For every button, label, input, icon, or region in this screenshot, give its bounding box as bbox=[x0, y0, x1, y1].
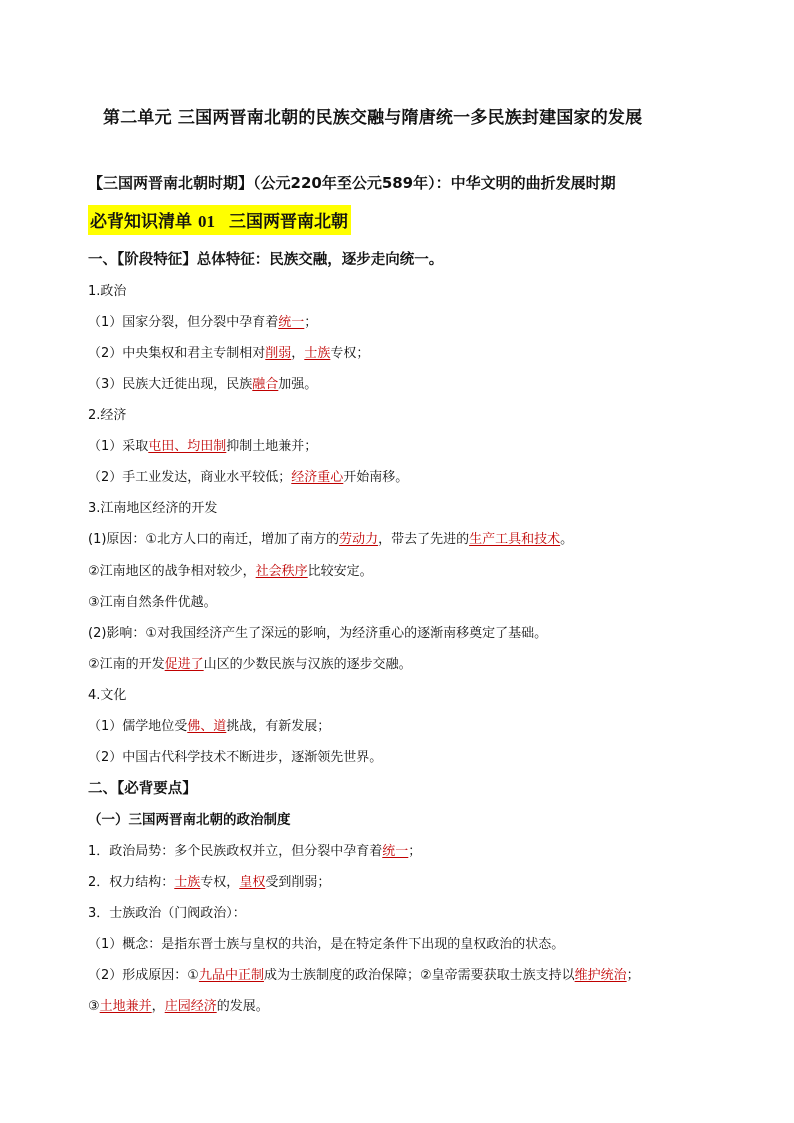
period-heading: 【三国两晋南北朝时期】（公元220年至公元589年）：中华文明的曲折发展时期 bbox=[88, 174, 616, 192]
checklist-topic: 三国两晋南北朝 bbox=[229, 212, 348, 232]
politics-line-2: （2）中央集权和君主专制相对削弱，士族专权； bbox=[88, 346, 370, 361]
culture-line-2: （2）中国古代科学技术不断进步，逐渐领先世界。 bbox=[88, 750, 383, 765]
jiangnan-line-1: (1)原因：①北方人口的南迁，增加了南方的劳动力，带去了先进的生产工具和技术。 bbox=[88, 532, 574, 547]
jiangnan-line-5: ②江南的开发促进了山区的少数民族与汉族的逐步交融。 bbox=[88, 657, 412, 672]
unit-title: 第二单元 三国两晋南北朝的民族交融与隋唐统一多民族封建国家的发展 bbox=[103, 108, 643, 128]
checklist-number: 01 bbox=[198, 212, 215, 231]
jiangnan-line-3: ③江南自然条件优越。 bbox=[88, 595, 217, 610]
point-line-1: 1．政治局势：多个民族政权并立，但分裂中孕育着统一； bbox=[88, 844, 422, 859]
checklist-label: 必背知识清单 bbox=[90, 212, 192, 232]
jiangnan-line-4: (2)影响：①对我国经济产生了深远的影响，为经济重心的逐渐南移奠定了基础。 bbox=[88, 626, 548, 641]
politics-line-3: （3）民族大迁徙出现，民族融合加强。 bbox=[88, 377, 318, 392]
point-line-2: 2．权力结构：士族专权，皇权受到削弱； bbox=[88, 875, 331, 890]
subsection-1-heading: （一）三国两晋南北朝的政治制度 bbox=[88, 812, 291, 828]
jiangnan-line-2: ②江南地区的战争相对较少，社会秩序比较安定。 bbox=[88, 564, 373, 579]
jiangnan-heading: 3.江南地区经济的开发 bbox=[88, 501, 218, 516]
politics-heading: 1.政治 bbox=[88, 284, 127, 299]
point-line-4: （1）概念：是指东晋士族与皇权的共治，是在特定条件下出现的皇权政治的状态。 bbox=[88, 937, 565, 952]
section-2-heading: 二、【必背要点】 bbox=[88, 781, 197, 797]
knowledge-checklist-banner bbox=[88, 205, 351, 235]
economy-line-1: （1）采取屯田、均田制抑制土地兼并； bbox=[88, 439, 318, 454]
politics-line-1: （1）国家分裂，但分裂中孕育着统一； bbox=[88, 315, 318, 330]
section-1-heading: 一、【阶段特征】总体特征：民族交融，逐步走向统一。 bbox=[88, 252, 444, 268]
economy-line-2: （2）手工业发达，商业水平较低；经济重心开始南移。 bbox=[88, 470, 409, 485]
culture-heading: 4.文化 bbox=[88, 688, 127, 703]
point-line-3: 3．士族政治（门阀政治）： bbox=[88, 906, 246, 921]
point-line-6: ③土地兼并，庄园经济的发展。 bbox=[88, 999, 269, 1014]
point-line-5: （2）形成原因：①九品中正制成为士族制度的政治保障；②皇帝需要获取士族支持以维护统治； bbox=[88, 968, 640, 983]
culture-line-1: （1）儒学地位受佛、道挑战，有新发展； bbox=[88, 719, 331, 734]
economy-heading: 2.经济 bbox=[88, 408, 127, 423]
